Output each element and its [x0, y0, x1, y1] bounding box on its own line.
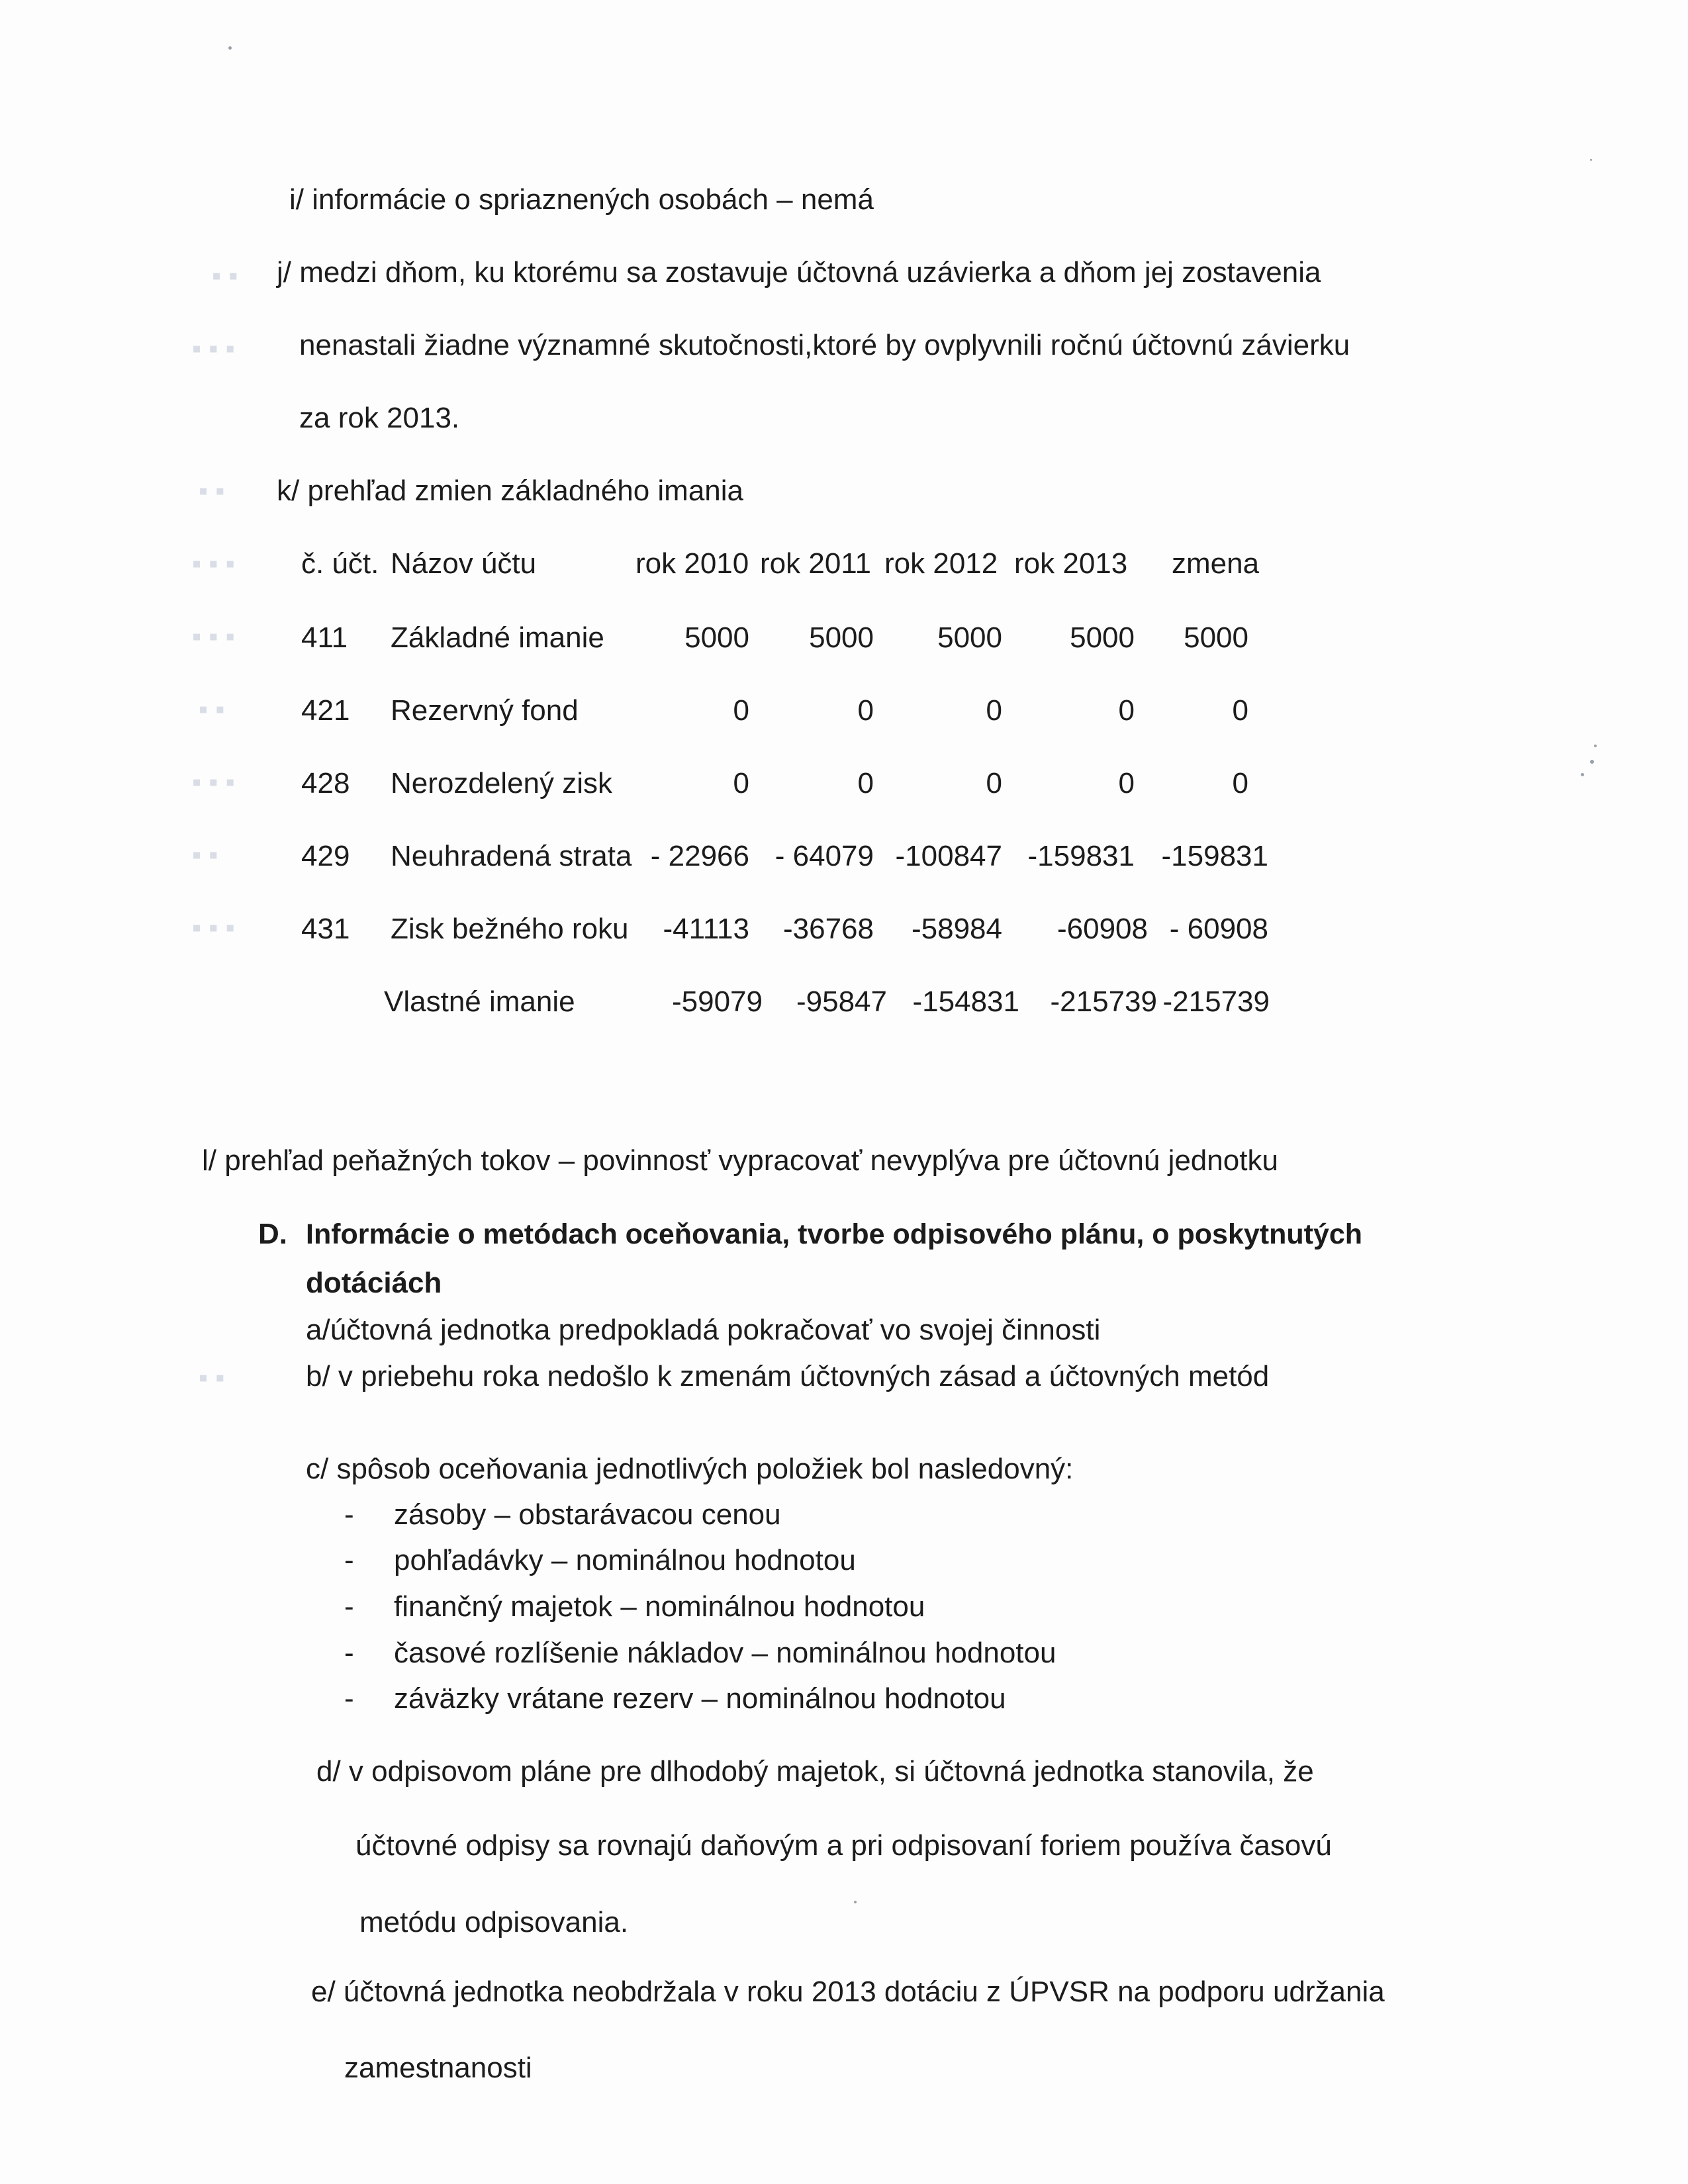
row-2011: 0	[857, 767, 874, 799]
row-2010: 0	[733, 694, 749, 727]
header-name: Názov účtu	[391, 547, 537, 580]
bleed-through-mark: ▪ ▪ ▪	[192, 622, 235, 651]
row-2012: 0	[986, 767, 1002, 799]
row-2011: 0	[857, 694, 874, 727]
bleed-through-mark: ▪ ▪ ▪	[192, 549, 235, 578]
row-change: -159831	[1161, 840, 1268, 872]
section-d-e-line-1: e/ účtovná jednotka neobdržala v roku 2013 dotáciu z ÚPVSR na podporu udržania	[311, 1976, 1385, 2008]
row-account: 428	[301, 767, 350, 799]
bullet-dash: -	[344, 1682, 354, 1715]
bullet-dash: -	[344, 1498, 354, 1531]
scan-speck	[1590, 159, 1592, 161]
list-item-text: zásoby – obstarávacou cenou	[394, 1498, 781, 1531]
row-2013: 0	[1118, 767, 1135, 799]
row-account: 421	[301, 694, 350, 727]
row-2011: - 64079	[774, 840, 874, 872]
row-account: 431	[301, 913, 350, 945]
bleed-through-mark: ▪ ▪	[199, 477, 225, 506]
row-2011: -36768	[782, 913, 874, 945]
total-2010: -59079	[671, 985, 763, 1018]
row-name: Neuhradená strata	[391, 840, 632, 872]
header-2012: rok 2012	[884, 547, 998, 580]
scan-speck	[228, 46, 232, 50]
row-2013: 5000	[1070, 621, 1135, 654]
section-d-letter: D.	[258, 1218, 287, 1250]
row-2012: 5000	[937, 621, 1002, 654]
section-k-title: k/ prehľad zmien základného imania	[277, 475, 744, 507]
bleed-through-mark: ▪ ▪	[199, 695, 225, 724]
section-d-heading-line-1: Informácie o metódach oceňovania, tvorbe odpisového plánu, o poskytnutých	[306, 1218, 1363, 1250]
header-2011: rok 2011	[760, 547, 871, 580]
section-d-e-line-2: zamestnanosti	[344, 2052, 532, 2084]
scan-speck	[1581, 773, 1584, 776]
bleed-through-mark: ▪ ▪ ▪	[192, 913, 235, 942]
list-item-text: pohľadávky – nominálnou hodnotou	[394, 1544, 856, 1576]
row-name: Zisk bežného roku	[391, 913, 629, 945]
row-change: 5000	[1184, 621, 1248, 654]
bleed-through-mark: ▪ ▪	[192, 841, 218, 870]
section-d-b: b/ v priebehu roka nedošlo k zmenám účtovných zásad a účtovných metód	[306, 1360, 1270, 1392]
bleed-through-mark: ▪ ▪ ▪	[192, 768, 235, 797]
row-change: 0	[1232, 694, 1248, 727]
section-j-line-3: za rok 2013.	[299, 402, 460, 434]
row-2010: 0	[733, 767, 749, 799]
row-name: Základné imanie	[391, 621, 604, 654]
row-account: 429	[301, 840, 350, 872]
list-item-text: časové rozlíšenie nákladov – nominálnou hodnotou	[394, 1637, 1056, 1669]
section-i-text: i/ informácie o spriaznených osobách – nemá	[289, 183, 874, 216]
row-2012: 0	[986, 694, 1002, 727]
total-2012: -154831	[912, 985, 1019, 1018]
row-2010: - 22966	[650, 840, 749, 872]
row-2011: 5000	[809, 621, 874, 654]
section-j-line-1: j/ medzi dňom, ku ktorému sa zostavuje účtovná uzávierka a dňom jej zostavenia	[277, 256, 1321, 289]
scan-speck	[1590, 760, 1594, 764]
total-2013: -215739	[1050, 985, 1157, 1018]
bullet-dash: -	[344, 1544, 354, 1576]
row-2013: 0	[1118, 694, 1135, 727]
row-account: 411	[301, 621, 348, 654]
total-name: Vlastné imanie	[384, 985, 575, 1018]
total-change: -215739	[1162, 985, 1270, 1018]
row-name: Nerozdelený zisk	[391, 767, 613, 799]
bleed-through-mark: ▪ ▪	[199, 1363, 225, 1392]
list-item-text: záväzky vrátane rezerv – nominálnou hodnotou	[394, 1682, 1006, 1715]
header-change: zmena	[1172, 547, 1260, 580]
row-2013: -159831	[1027, 840, 1135, 872]
bleed-through-mark: ▪ ▪ ▪	[192, 334, 235, 363]
section-d-d-line-1: d/ v odpisovom pláne pre dlhodobý majetok, si účtovná jednotka stanovila, že	[316, 1755, 1314, 1788]
row-change: - 60908	[1169, 913, 1268, 945]
header-2013: rok 2013	[1014, 547, 1128, 580]
total-2011: -95847	[796, 985, 887, 1018]
row-2010: 5000	[684, 621, 749, 654]
header-account: č. účt.	[301, 547, 379, 580]
row-change: 0	[1232, 767, 1248, 799]
section-d-c-intro: c/ spôsob oceňovania jednotlivých položiek bol nasledovný:	[306, 1453, 1074, 1485]
list-item-text: finančný majetok – nominálnou hodnotou	[394, 1590, 925, 1623]
row-2010: -41113	[663, 913, 749, 945]
section-d-d-line-2: účtovné odpisy sa rovnajú daňovým a pri odpisovaní foriem používa časovú	[355, 1829, 1332, 1862]
section-l-text: l/ prehľad peňažných tokov – povinnosť vypracovať nevyplýva pre účtovnú jednotku	[202, 1144, 1278, 1177]
scan-speck	[1594, 745, 1597, 747]
row-name: Rezervný fond	[391, 694, 579, 727]
row-2012: -100847	[895, 840, 1002, 872]
bullet-dash: -	[344, 1590, 354, 1623]
scan-speck	[854, 1901, 857, 1903]
bullet-dash: -	[344, 1637, 354, 1669]
row-2012: -58984	[911, 913, 1002, 945]
section-d-heading-line-2: dotáciách	[306, 1267, 442, 1299]
section-d-a: a/účtovná jednotka predpokladá pokračovať vo svojej činnosti	[306, 1314, 1101, 1346]
row-2013: -60908	[1056, 913, 1148, 945]
header-2010: rok 2010	[635, 547, 749, 580]
bleed-through-mark: ▪ ▪	[212, 261, 238, 291]
section-j-line-2: nenastali žiadne významné skutočnosti,ktoré by ovplyvnili ročnú účtovnú závierku	[299, 329, 1350, 361]
section-d-d-line-3: metódu odpisovania.	[359, 1906, 629, 1938]
